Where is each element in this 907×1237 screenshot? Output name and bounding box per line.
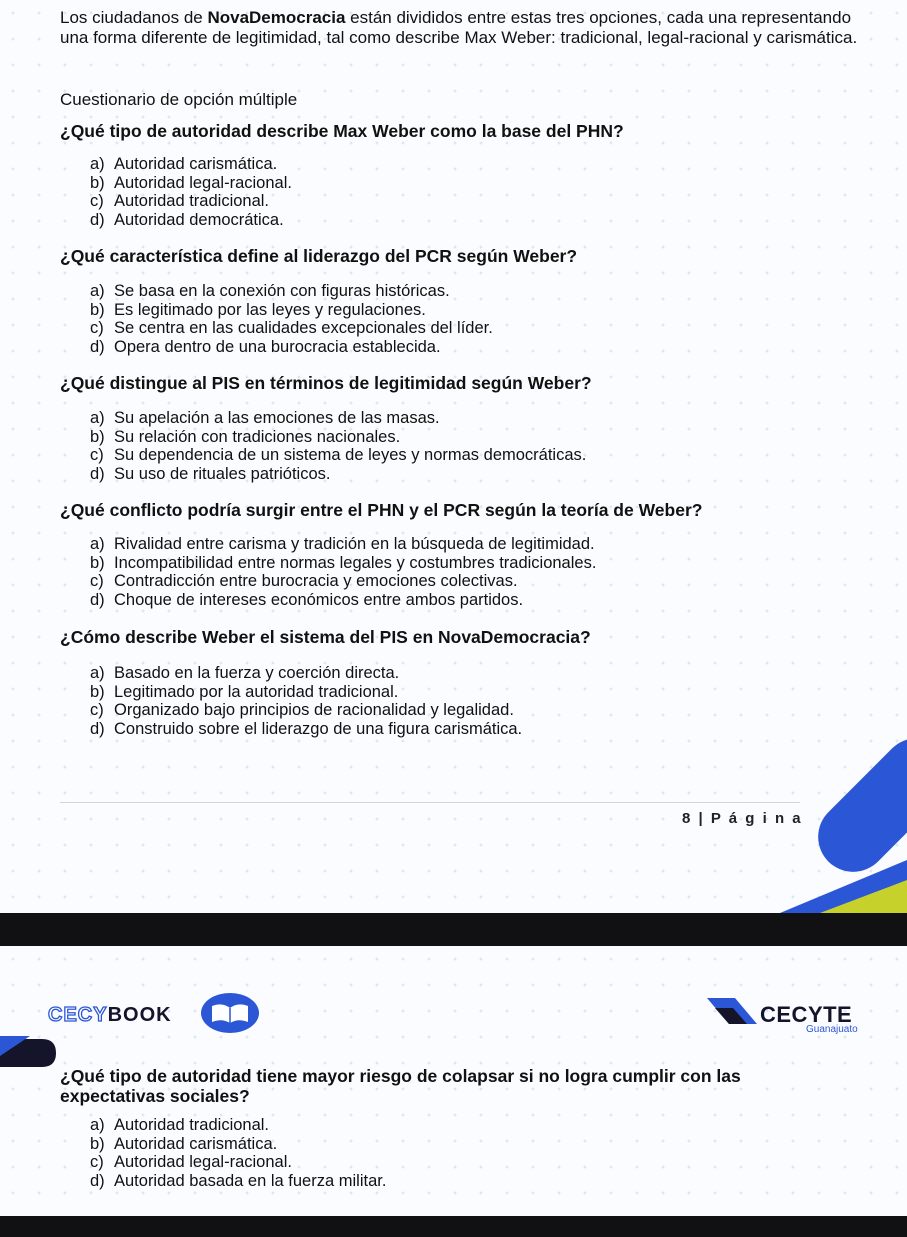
option-q6-d[interactable]: d) Autoridad basada en la fuerza militar. xyxy=(90,1171,387,1190)
question-5: ¿Cómo describe Weber el sistema del PIS en NovaDemocracia? xyxy=(60,627,591,647)
option-q6-a[interactable]: a) Autoridad tradicional. xyxy=(90,1116,270,1134)
question-6: ¿Qué tipo de autoridad tiene mayor riesgo de colapsar si no logra cumplir con las expectativas sociales? xyxy=(60,1066,741,1106)
question-2: ¿Qué característica define al liderazgo del PCR según Weber? xyxy=(60,246,578,266)
options-q1 xyxy=(90,155,887,229)
option-q5-b[interactable]: b) Legitimado por la autoridad tradicional. xyxy=(90,682,399,701)
page-gap-bar xyxy=(0,913,907,946)
option-q3-c[interactable]: c) Su dependencia de un sistema de leyes y normas democráticas. xyxy=(90,446,587,464)
corner-pill-blue xyxy=(804,724,907,887)
options-q6 xyxy=(90,1116,887,1190)
option-q3-b[interactable]: b) Su relación con tradiciones nacionales. xyxy=(90,427,401,446)
cecybook-logo: CECYBOOK xyxy=(48,1004,172,1026)
question-4: ¿Qué conflicto podría surgir entre el PHN y el PCR según la teoría de Weber? xyxy=(60,500,703,520)
option-q4-a[interactable]: a) Rivalidad entre carisma y tradición en la búsqueda de legitimidad. xyxy=(90,535,595,553)
option-q5-a[interactable]: a) Basado en la fuerza y coerción directa. xyxy=(90,664,400,682)
option-q2-c[interactable]: c) Se centra en las cualidades excepcionales del líder. xyxy=(90,319,493,337)
option-q2-d[interactable]: d) Opera dentro de una burocracia establecida. xyxy=(90,337,441,356)
page-number: 8 | P á g i n a xyxy=(682,810,803,827)
option-q6-c[interactable]: c) Autoridad legal-racional. xyxy=(90,1153,292,1171)
book-icon xyxy=(200,992,260,1034)
option-q1-d[interactable]: d) Autoridad democrática. xyxy=(90,210,284,229)
option-q1-b[interactable]: b) Autoridad legal-racional. xyxy=(90,173,292,192)
option-q3-a[interactable]: a) Su apelación a las emociones de las masas. xyxy=(90,409,440,427)
intro-part-3: están divididos entre estas tres opciones, cada una representando una forma diferente de legitimidad, tal como describe Max Weber: tradicional, legal-racional y carismática. xyxy=(60,8,858,47)
option-q5-c[interactable]: c) Organizado bajo principios de racionalidad y legalidad. xyxy=(90,701,514,719)
intro-part-1: Los ciudadanos de xyxy=(60,8,208,27)
option-q4-b[interactable]: b) Incompatibilidad entre normas legales y costumbres tradicionales. xyxy=(90,553,597,572)
question-3: ¿Qué distingue al PIS en términos de legitimidad según Weber? xyxy=(60,373,592,393)
bottom-bar xyxy=(0,1216,907,1237)
option-q4-d[interactable]: d) Choque de intereses económicos entre ambos partidos. xyxy=(90,590,524,609)
corner-decoration xyxy=(700,680,907,913)
question-1: ¿Qué tipo de autoridad describe Max Weber como la base del PHN? xyxy=(60,121,624,141)
cecyte-logo-text: CECYTE xyxy=(760,1002,853,1027)
option-q6-b[interactable]: b) Autoridad carismática. xyxy=(90,1134,278,1153)
option-q5-d[interactable]: d) Construido sobre el liderazgo de una figura carismática. xyxy=(90,719,523,738)
option-q2-a[interactable]: a) Se basa en la conexión con figuras históricas. xyxy=(90,282,450,300)
option-q1-c[interactable]: c) Autoridad tradicional. xyxy=(90,192,270,210)
document-page-9 xyxy=(0,946,907,1216)
intro-paragraph xyxy=(60,8,877,48)
footer-divider xyxy=(60,802,800,803)
options-q3 xyxy=(90,409,887,483)
option-q2-b[interactable]: b) Es legitimado por las leyes y regulaciones. xyxy=(90,300,426,319)
intro-part-2: NovaDemocracia xyxy=(207,8,346,27)
option-q3-d[interactable]: d) Su uso de rituales patrióticos. xyxy=(90,464,331,483)
option-q1-a[interactable]: a) Autoridad carismática. xyxy=(90,155,278,173)
cecyte-subtitle: Guanajuato xyxy=(806,1024,858,1035)
left-tab-decoration xyxy=(0,1036,58,1072)
cecyte-emblem-icon xyxy=(705,994,761,1030)
options-q4 xyxy=(90,535,887,609)
option-q4-c[interactable]: c) Contradicción entre burocracia y emociones colectivas. xyxy=(90,572,518,590)
section-heading: Cuestionario de opción múltiple xyxy=(60,90,298,109)
options-q2 xyxy=(90,282,887,356)
